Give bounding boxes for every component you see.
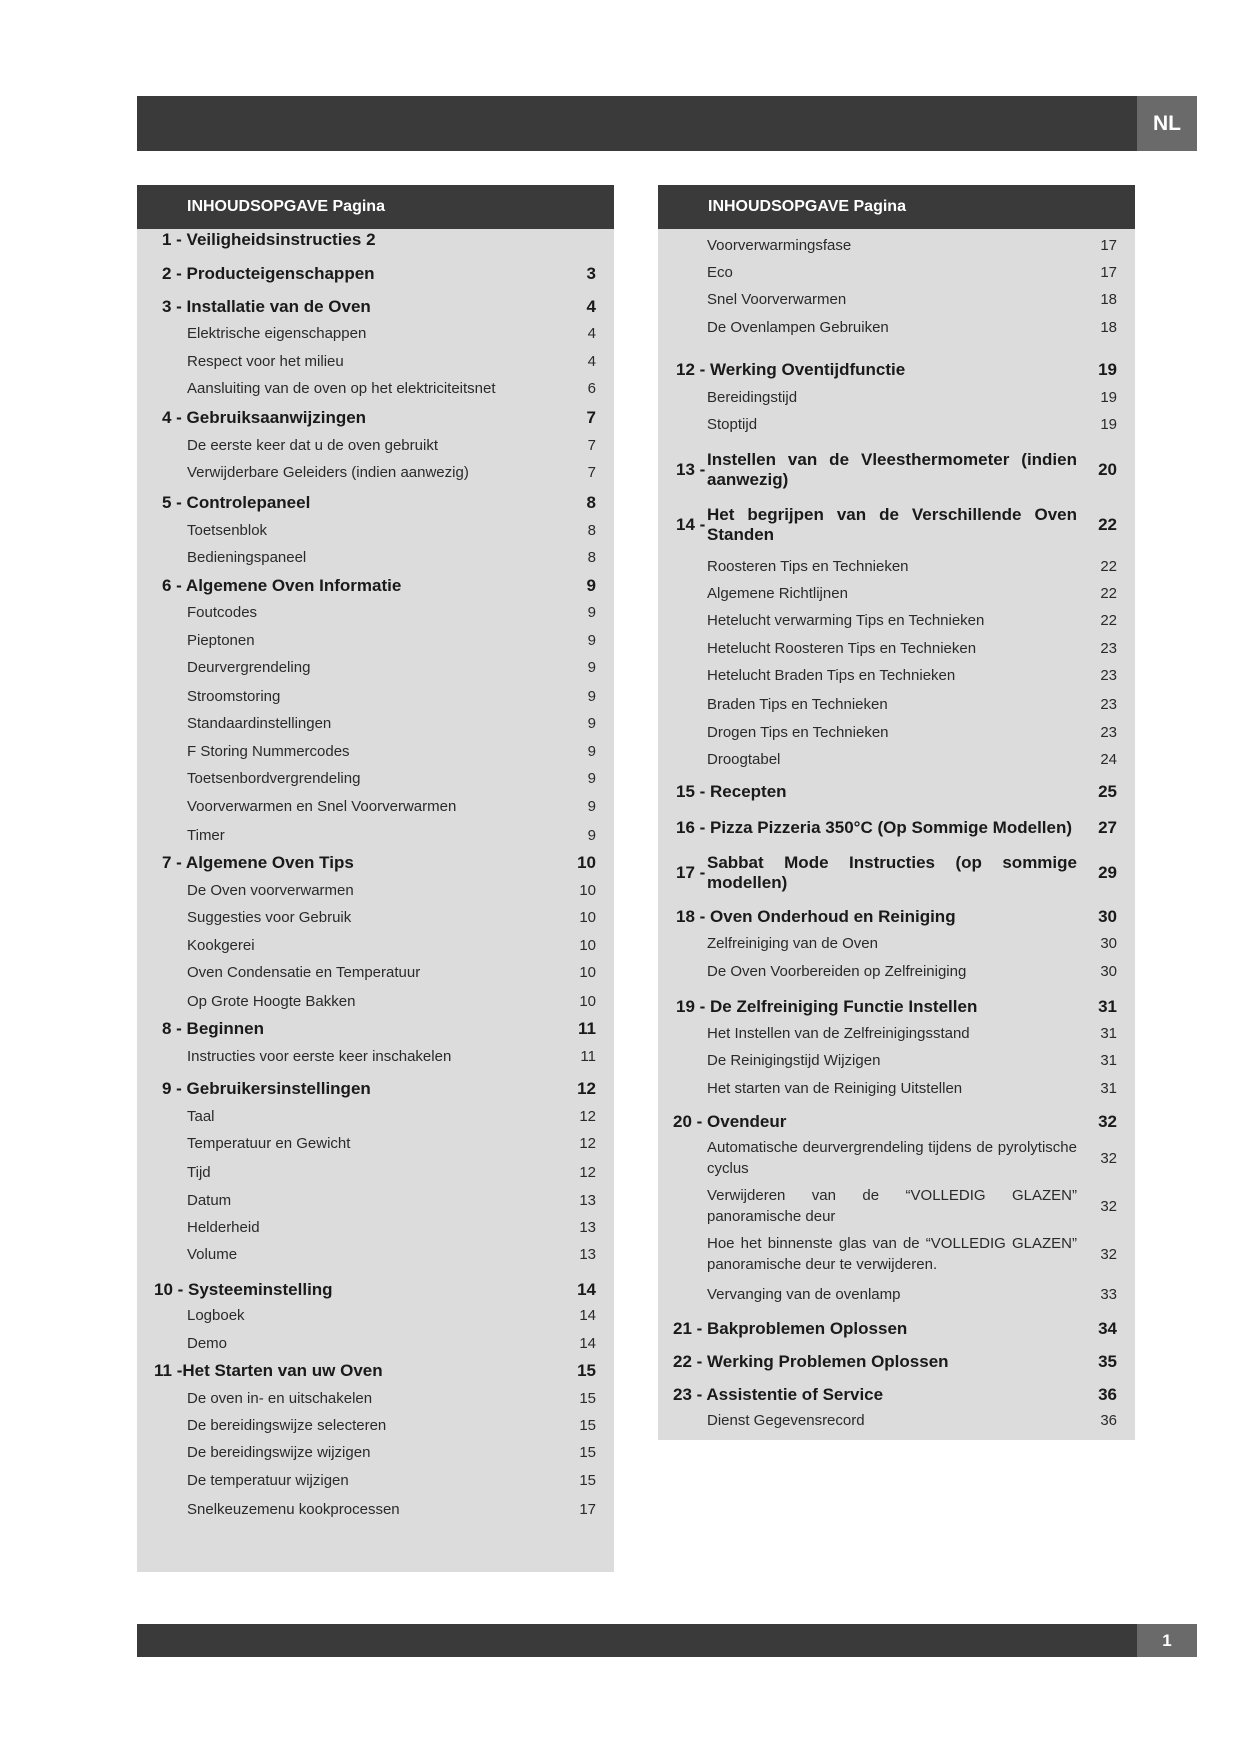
toc-entry[interactable]: Datum 13 bbox=[187, 1191, 596, 1209]
toc-entry[interactable]: Instructies voor eerste keer inschakelen 11 bbox=[187, 1047, 596, 1065]
toc-entry[interactable]: Hetelucht verwarming Tips en Technieken 22 bbox=[707, 611, 1117, 629]
toc-entry[interactable]: De bereidingswijze selecteren 15 bbox=[187, 1416, 596, 1434]
toc-entry[interactable]: Elektrische eigenschappen 4 bbox=[187, 324, 596, 342]
toc-left-title: INHOUDSOPGAVE Pagina bbox=[137, 185, 614, 229]
toc-entry[interactable]: Timer 9 bbox=[187, 826, 596, 844]
toc-entry[interactable]: 10 - Systeeminstelling 14 bbox=[154, 1280, 596, 1299]
toc-entry[interactable]: Snelkeuzemenu kookprocessen 17 bbox=[187, 1500, 596, 1518]
toc-entry[interactable]: Hetelucht Roosteren Tips en Technieken 23 bbox=[707, 639, 1117, 657]
toc-entry[interactable]: Braden Tips en Technieken 23 bbox=[707, 695, 1117, 713]
toc-entry[interactable]: 15 - Recepten 25 bbox=[676, 782, 1117, 801]
page-number: 1 bbox=[1137, 1624, 1197, 1657]
toc-entry[interactable]: 14 - Het begrijpen van de Verschillende Oven Standen 22 bbox=[676, 505, 1117, 544]
toc-entry[interactable]: Voorverwarmingsfase 17 bbox=[707, 236, 1117, 254]
toc-entry[interactable]: Op Grote Hoogte Bakken 10 bbox=[187, 992, 596, 1010]
toc-entry[interactable]: Volume 13 bbox=[187, 1245, 596, 1263]
toc-entry[interactable]: Eco 17 bbox=[707, 263, 1117, 281]
toc-entry[interactable]: 13 - Instellen van de Vleesthermometer (indien aanwezig) 20 bbox=[676, 450, 1117, 489]
toc-entry[interactable]: Bereidingstijd 19 bbox=[707, 388, 1117, 406]
toc-entry[interactable]: Het starten van de Reiniging Uitstellen 31 bbox=[707, 1079, 1117, 1097]
toc-entry[interactable]: 1 - Veiligheidsinstructies 2 bbox=[162, 230, 376, 249]
toc-entry[interactable]: Hetelucht Braden Tips en Technieken 23 bbox=[707, 666, 1117, 684]
toc-entry[interactable]: 18 - Oven Onderhoud en Reiniging 30 bbox=[676, 907, 1117, 926]
toc-entry[interactable]: F Storing Nummercodes 9 bbox=[187, 742, 596, 760]
toc-entry[interactable]: De eerste keer dat u de oven gebruikt 7 bbox=[187, 436, 596, 454]
toc-entry[interactable]: Drogen Tips en Technieken 23 bbox=[707, 723, 1117, 741]
toc-entry[interactable]: De bereidingswijze wijzigen 15 bbox=[187, 1443, 596, 1461]
toc-entry[interactable]: Algemene Richtlijnen 22 bbox=[707, 584, 1117, 602]
toc-entry[interactable]: Deurvergrendeling 9 bbox=[187, 658, 596, 676]
toc-entry[interactable]: Suggesties voor Gebruik 10 bbox=[187, 908, 596, 926]
toc-entry[interactable]: Helderheid 13 bbox=[187, 1218, 596, 1236]
toc-entry[interactable]: 12 - Werking Oventijdfunctie 19 bbox=[676, 360, 1117, 379]
toc-entry[interactable]: 20 - Ovendeur 32 bbox=[673, 1112, 1117, 1131]
toc-entry[interactable]: Hoe het binnenste glas van de “VOLLEDIG GLAZEN” panoramische deur te verwijderen. 32 bbox=[707, 1235, 1117, 1273]
toc-entry[interactable]: Voorverwarmen en Snel Voorverwarmen 9 bbox=[187, 797, 596, 815]
toc-entry[interactable]: Kookgerei 10 bbox=[187, 936, 596, 954]
toc-entry[interactable]: Logboek 14 bbox=[187, 1306, 596, 1324]
toc-entry[interactable]: Droogtabel 24 bbox=[707, 750, 1117, 768]
toc-entry[interactable]: Respect voor het milieu 4 bbox=[187, 352, 596, 370]
toc-entry[interactable]: Demo 14 bbox=[187, 1334, 596, 1352]
toc-entry[interactable]: De oven in- en uitschakelen 15 bbox=[187, 1389, 596, 1407]
toc-entry[interactable]: 8 - Beginnen 11 bbox=[162, 1019, 596, 1038]
toc-entry[interactable]: Verwijderen van de “VOLLEDIG GLAZEN” panoramische deur 32 bbox=[707, 1187, 1117, 1225]
toc-entry[interactable]: 4 - Gebruiksaanwijzingen 7 bbox=[162, 408, 596, 427]
toc-entry[interactable]: Automatische deurvergrendeling tijdens de pyrolytische cyclus 32 bbox=[707, 1139, 1117, 1177]
header-bar bbox=[137, 96, 1137, 151]
toc-entry[interactable]: 11 -Het Starten van uw Oven 15 bbox=[154, 1361, 596, 1380]
toc-entry[interactable]: Stroomstoring 9 bbox=[187, 687, 596, 705]
toc-entry[interactable]: Aansluiting van de oven op het elektriciteitsnet 6 bbox=[187, 379, 596, 397]
toc-entry[interactable]: 3 - Installatie van de Oven 4 bbox=[162, 297, 596, 316]
toc-entry[interactable]: Roosteren Tips en Technieken 22 bbox=[707, 557, 1117, 575]
toc-entry[interactable]: De temperatuur wijzigen 15 bbox=[187, 1471, 596, 1489]
toc-entry[interactable]: De Ovenlampen Gebruiken 18 bbox=[707, 318, 1117, 336]
toc-entry[interactable]: Standaardinstellingen 9 bbox=[187, 714, 596, 732]
toc-entry[interactable]: Temperatuur en Gewicht 12 bbox=[187, 1134, 596, 1152]
language-badge: NL bbox=[1137, 96, 1197, 151]
toc-entry[interactable]: Pieptonen 9 bbox=[187, 631, 596, 649]
toc-right-title: INHOUDSOPGAVE Pagina bbox=[658, 185, 1135, 229]
toc-entry[interactable]: Taal 12 bbox=[187, 1107, 596, 1125]
toc-entry[interactable]: 19 - De Zelfreiniging Functie Instellen 31 bbox=[676, 997, 1117, 1016]
toc-entry[interactable]: Tijd 12 bbox=[187, 1163, 596, 1181]
toc-entry[interactable]: Oven Condensatie en Temperatuur 10 bbox=[187, 963, 596, 981]
toc-entry[interactable]: Foutcodes 9 bbox=[187, 603, 596, 621]
toc-entry[interactable]: Toetsenblok 8 bbox=[187, 521, 596, 539]
toc-entry[interactable]: De Oven Voorbereiden op Zelfreiniging 30 bbox=[707, 962, 1117, 980]
toc-entry[interactable]: 21 - Bakproblemen Oplossen 34 bbox=[673, 1319, 1117, 1338]
toc-entry[interactable]: 7 - Algemene Oven Tips 10 bbox=[162, 853, 596, 872]
toc-entry[interactable]: Toetsenbordvergrendeling 9 bbox=[187, 769, 596, 787]
toc-entry[interactable]: Zelfreiniging van de Oven 30 bbox=[707, 934, 1117, 952]
toc-entry[interactable]: 17 - Sabbat Mode Instructies (op sommige modellen) 29 bbox=[676, 853, 1117, 892]
toc-entry[interactable]: 9 - Gebruikersinstellingen 12 bbox=[162, 1079, 596, 1098]
toc-left-column bbox=[137, 185, 614, 1572]
toc-entry[interactable]: 22 - Werking Problemen Oplossen 35 bbox=[673, 1352, 1117, 1371]
toc-entry[interactable]: 6 - Algemene Oven Informatie 9 bbox=[162, 576, 596, 595]
toc-right-column bbox=[658, 185, 1135, 1440]
toc-entry[interactable]: 16 - Pizza Pizzeria 350°C (Op Sommige Modellen) 27 bbox=[676, 818, 1117, 837]
toc-entry[interactable]: 5 - Controlepaneel 8 bbox=[162, 493, 596, 512]
footer-bar bbox=[137, 1624, 1137, 1657]
toc-entry[interactable]: De Oven voorverwarmen 10 bbox=[187, 881, 596, 899]
toc-entry[interactable]: Dienst Gegevensrecord 36 bbox=[707, 1411, 1117, 1429]
toc-entry[interactable]: Verwijderbare Geleiders (indien aanwezig) 7 bbox=[187, 463, 596, 481]
toc-entry[interactable]: Stoptijd 19 bbox=[707, 415, 1117, 433]
toc-entry[interactable]: Bedieningspaneel 8 bbox=[187, 548, 596, 566]
toc-entry[interactable]: Het Instellen van de Zelfreinigingsstand 31 bbox=[707, 1024, 1117, 1042]
toc-entry[interactable]: 23 - Assistentie of Service 36 bbox=[673, 1385, 1117, 1404]
toc-entry[interactable]: De Reinigingstijd Wijzigen 31 bbox=[707, 1051, 1117, 1069]
toc-entry[interactable]: Vervanging van de ovenlamp 33 bbox=[707, 1285, 1117, 1303]
toc-entry[interactable]: Snel Voorverwarmen 18 bbox=[707, 290, 1117, 308]
toc-entry[interactable]: 2 - Producteigenschappen 3 bbox=[162, 264, 596, 283]
